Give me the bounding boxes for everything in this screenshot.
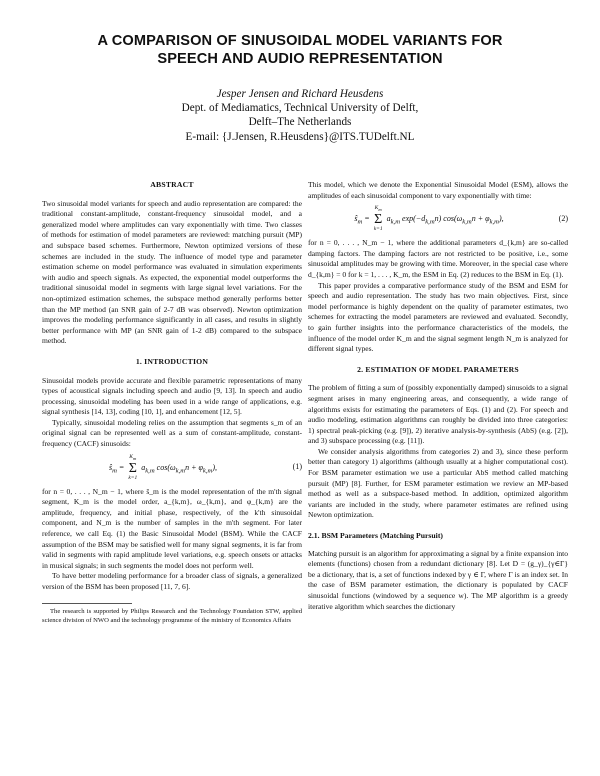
equation-1-number: (1): [292, 462, 302, 472]
author-block: [0, 87, 600, 144]
estimation-paragraph-2: We consider analysis algorithms from categories 2) and 3), since these perform better than category 1) algorithms (although usually at a higher computational cost). For BSM parameter estimation we use a particular AbS method called matching pursuit (MP) [8]. Further, for ESM parameter estimation we review an MP-based method as well as a subspace-based method. In addition, optimized algorithm variants are included in the study, where parameter estimates are refined using Newton optimization.: [308, 446, 568, 520]
abstract-heading: ABSTRACT: [150, 180, 194, 189]
footnote-rule: [42, 603, 132, 604]
paper-title: [0, 32, 600, 68]
author-names: Jesper Jensen and Richard Heusdens: [216, 88, 384, 100]
damping-paragraph: for n = 0, . . . , N_m − 1, where the additional parameters d_{k,m} are so-called damping factors. The damping factors are not restricted to be positive, i.e., some sinusoidal amplitudes may be growing with time. Moreover, in the special case where d_{k,m} = 0 for k = 1, . . . , K_m, the ESM in Eq. (2) reduces to the BSM in Eq. (1).: [308, 238, 568, 279]
intro-paragraph-1: Sinusoidal models provide accurate and flexible parametric representations of many types of acoustical signals including speech and audio [9, 13]. In speech and audio processing, sinusoidal modeling has been used in a wide range of applications, e.g. signal synthesis [14, 13], coding [10, 1], and enhancement [12, 5].: [42, 375, 302, 417]
equation-2-number: (2): [558, 213, 568, 223]
intro-paragraph-4: To have better modeling performance for a broader class of signals, a generalized version of the BSM has been proposed [11, 7, 6].: [42, 571, 302, 591]
title-line-1: A COMPARISON OF SINUSOIDAL MODEL VARIANTS FOR: [97, 33, 503, 49]
matching-pursuit-paragraph: Matching pursuit is an algorithm for approximating a signal by a finite expansion into elements (functions) chosen from a redundant dictionary [8]. Let D = (g_γ)_{γ∈Γ} be a dictionary, that is, a set of functions indexed by γ ∈ Γ, where Γ is an index set. In the case of BSM parameter estimation, the dictionary is populated by CACF sinusoidal functions (windowed by a sequence w). The MP algorithm is a greedy iterative algorithm which searches the dictionary: [308, 548, 568, 611]
equation-1: [42, 453, 302, 483]
equation-1-body: $ŝ_m$ = $K_m$ Σ k=1 $a_{k,m}$ $\cos(\omega_{k,m}n + \varphi_{k,m})$,: [108, 453, 218, 481]
title-line-2: SPEECH AND AUDIO REPRESENTATION: [157, 51, 443, 67]
left-column: [42, 180, 302, 625]
equation-2-body: $ŝ_m$ = $K_m$ Σ k=1 $a_{k,m}$ $\exp(-d_{k,m}n) \cos(\omega_{k,m}n + \varphi_{k,m})$,: [354, 205, 504, 233]
subsection-2-1-heading: 2.1. BSM Parameters (Matching Pursuit): [308, 531, 443, 541]
abstract-text: Two sinusoidal model variants for speech and audio representation are compared: the traditional constant-amplitude, constant-frequency sinusoidal model, and a generalized model where amplitudes can vary exponentially with time. Two classes of methods for estimation of model parameters are reviewed: matching pursuit (MP) and subspace based schemes. Furthermore, Newton optimized versions of these schemes are included in the study. The influence of model type and parameter estimation scheme on model performance was evaluated in simulation experiments with audio and speech signals. As expected, the exponential model outperforms the traditional sinusoidal model in segments with large signal level variations. For the non-optimized estimation schemes, the subspace method generally performs better than the MP method (an SNR gain of 2-7 dB was observed). Newton optimization improves the modeling performance significantly in all cases, and results in slightly better performance with MP (an SNR gain of 1-2 dB) compared to the subspace method.: [42, 198, 302, 346]
equation-2: [308, 204, 568, 234]
section-2-heading: 2. ESTIMATION OF MODEL PARAMETERS: [357, 364, 519, 374]
sum-symbol: $K_m$ Σ k=1: [128, 453, 138, 481]
footnote-text: The research is supported by Philips Research and the Technology Foundation STW, applied science division of NWO and the technology programme of the ministry of Economics Affairs: [42, 607, 302, 624]
esm-paragraph: This model, which we denote the Exponential Sinusoidal Model (ESM), allows the amplitudes of each sinusoidal component to vary exponentially with time:: [308, 180, 568, 200]
introduction-heading: 1. INTRODUCTION: [135, 356, 209, 366]
affiliation-line-1: Dept. of Mediamatics, Technical University of Delft,: [181, 102, 419, 115]
sum-symbol: $K_m$ Σ k=1: [373, 205, 383, 233]
affiliation-line-2: Delft–The Netherlands: [248, 116, 352, 129]
estimation-paragraph-1: The problem of fitting a sum of (possibly exponentially damped) sinusoids to a signal segment arises in many engineering areas, and consequently, a wide range of algorithms exists for estimating the parameters of Eqs. (1) and (2). For speech and audio modeling, estimation algorithms can roughly be divided into three categories: 1) spectral peak-picking (e.g. [9]), 2) iterative analysis-by-synthesis (AbS) (e.g. [2]), and 3) subspace processing (e.g. [11]).: [308, 383, 568, 446]
right-column: [308, 180, 568, 612]
author-email: E-mail: {J.Jensen, R.Heusdens}@ITS.TUDelft.NL: [185, 130, 415, 143]
objectives-paragraph: This paper provides a comparative performance study of the BSM and ESM for speech and audio representation. The study has two main objectives. First, since model performance is highly dependent on the quality of parameter estimates, two schemes for extracting the model parameters are reviewed and evaluated. Secondly, to gain further insights into the performance characteristics of the models, the influence of the model order K_m and the signal segment length N_m is analyzed for different signal types.: [308, 280, 568, 354]
intro-paragraph-2: Typically, sinusoidal modeling relies on the assumption that segments s_m of an original signal can be represented well as a sum of constant-amplitude, constant-frequency (CACF) sinusoids:: [42, 417, 302, 449]
intro-paragraph-3: for n = 0, . . . , N_m − 1, where ŝ_m is the model representation of the m'th signal segment, K_m is the model order, a_{k,m}, ω_{k,m}, and φ_{k,m} are the amplitude, frequency, and initial phase, respectively, of the k'th sinusoidal component, and N_m is the number of samples in the m'th segment. For later reference, we call Eq. (1) the Basic Sinusoidal Model (BSM). While the CACF assumption of the BSM may be satisfied well for many signal segments, it is far from valid in segments with rapid amplitude level variations, e.g. speech onsets or attacks in musical signals; in such segments the model does not perform well.: [42, 486, 302, 570]
